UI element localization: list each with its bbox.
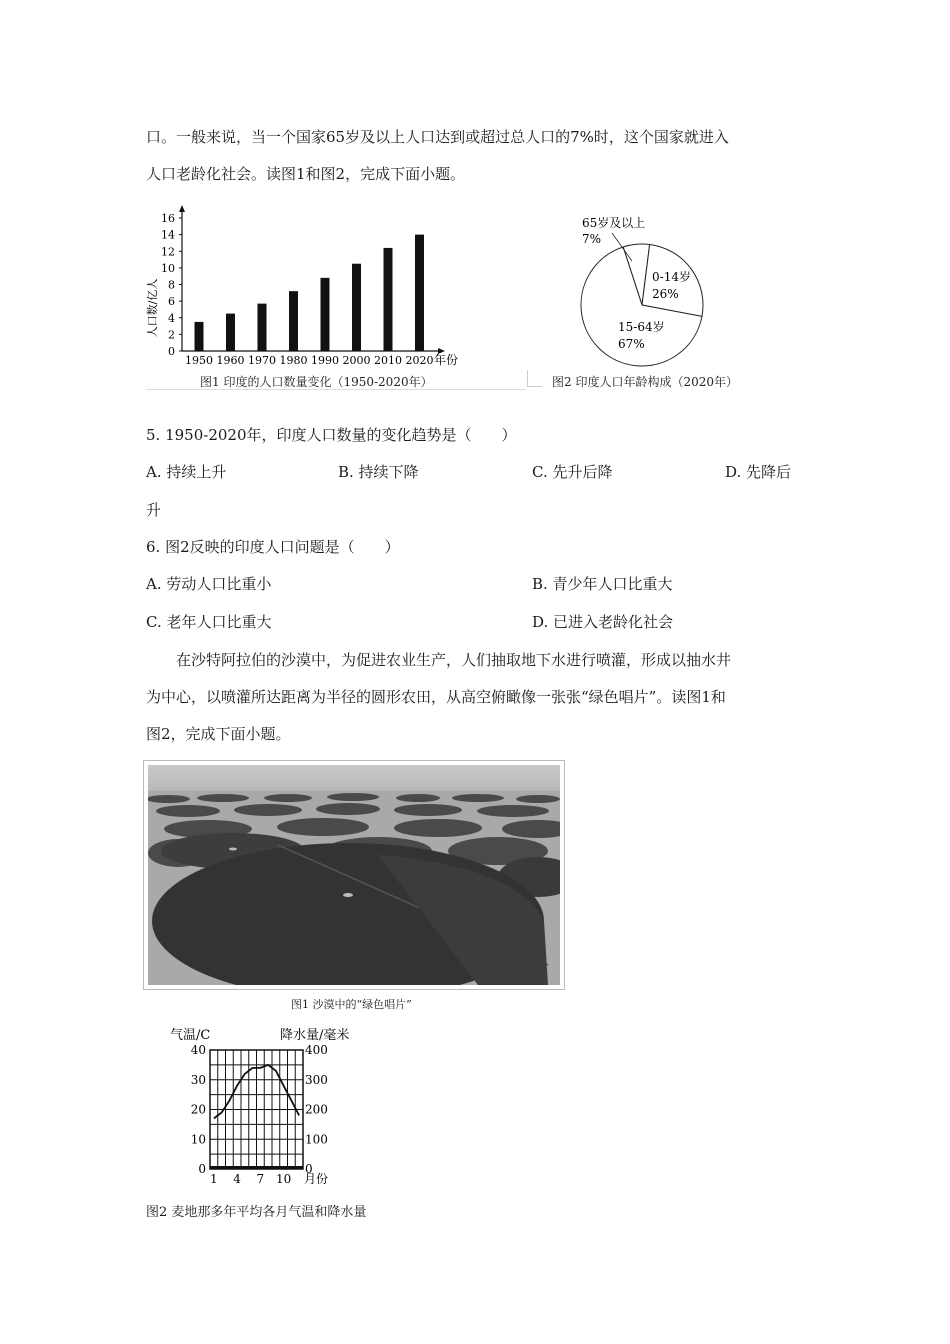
climate-right-axis-label: 降水量/毫米 xyxy=(280,1028,350,1043)
climate-left-tick: 30 xyxy=(190,1072,206,1087)
q5-stem: 5. 1950-2020年，印度人口数量的变化趋势是（ ） xyxy=(146,426,517,444)
q6-option-c[interactable]: C. 老年人口比重大 xyxy=(146,613,272,631)
bar-x-tick-label: 1970 xyxy=(248,354,276,367)
climate-right-tick: 0 xyxy=(305,1162,313,1176)
intro-line-1: 口。一般来说，当一个国家65岁及以上人口达到或超过总人口的7%时，这个国家就进入 xyxy=(146,128,729,146)
bar-chart-xlabel: 年份 xyxy=(434,353,459,367)
age-structure-pie-chart xyxy=(560,205,730,370)
desert-farm-photo-image xyxy=(148,765,560,985)
bar-x-tick-label: 1960 xyxy=(216,354,245,367)
precip-baseline xyxy=(210,1166,303,1169)
bar-y-tick-label: 10 xyxy=(161,261,175,275)
climate-right-tick: 100 xyxy=(305,1132,328,1147)
medina-climate-chart xyxy=(160,1024,380,1189)
intro-line-2: 人口老龄化社会。读图1和图2，完成下面小题。 xyxy=(146,165,466,183)
figure2-frame-corner xyxy=(527,370,542,387)
population-bar-chart xyxy=(140,196,460,396)
pie-label-65plus: 65岁及以上 xyxy=(582,216,646,230)
figure2-caption: 图2 印度人口年龄构成（2020年） xyxy=(552,375,738,389)
bar-y-tick-label: 8 xyxy=(168,278,175,292)
climate-caption: 图2 麦地那多年平均各月气温和降水量 xyxy=(146,1205,367,1220)
bar-x-tick-label: 2010 xyxy=(374,354,402,367)
climate-x-tick: 10 xyxy=(275,1172,292,1186)
climate-x-tick: 1 xyxy=(210,1172,218,1186)
figure1-rule xyxy=(146,389,526,390)
bar-y-tick-label: 16 xyxy=(161,212,175,225)
passage2-line-3: 图2，完成下面小题。 xyxy=(146,725,291,743)
q5-option-d[interactable]: D. 先降后 xyxy=(725,463,792,481)
bar-1980 xyxy=(289,291,298,351)
q5-option-c[interactable]: C. 先升后降 xyxy=(532,463,613,481)
bar-1990 xyxy=(321,278,330,351)
q6-option-b[interactable]: B. 青少年人口比重大 xyxy=(532,575,673,593)
bar-y-tick-label: 0 xyxy=(168,345,175,358)
bar-y-tick-label: 2 xyxy=(168,328,175,342)
desert-farm-photo xyxy=(143,760,565,990)
climate-x-tick: 4 xyxy=(233,1172,241,1186)
pie-value-0-14: 26% xyxy=(652,287,679,301)
bar-x-tick-label: 1990 xyxy=(311,354,339,367)
bar-x-tick-label: 1950 xyxy=(185,354,213,367)
pie-value-15-64: 67% xyxy=(618,337,645,351)
bar-2010 xyxy=(384,248,393,351)
passage2-line-2: 为中心，以喷灌所达距离为半径的圆形农田，从高空俯瞰像一张张“绿色唱片”。读图1和 xyxy=(146,688,726,706)
bar-1950 xyxy=(195,322,204,351)
bar-y-tick-label: 12 xyxy=(161,245,175,259)
bar-y-tick-label: 14 xyxy=(161,228,175,242)
q5-option-b[interactable]: B. 持续下降 xyxy=(338,463,419,481)
figure1-caption: 图1 印度的人口数量变化（1950-2020年） xyxy=(200,375,433,389)
climate-left-tick: 40 xyxy=(190,1043,206,1057)
bar-2000 xyxy=(352,264,361,351)
climate-left-tick: 20 xyxy=(190,1102,206,1117)
photo-caption: 图1 沙漠中的“绿色唱片” xyxy=(291,998,412,1011)
pie-value-65plus: 7% xyxy=(582,232,602,246)
bar-1970 xyxy=(258,304,267,351)
climate-left-axis-label: 气温/C xyxy=(170,1028,211,1043)
bar-y-tick-label: 6 xyxy=(168,295,175,309)
pie-label-0-14: 0-14岁 xyxy=(652,270,691,284)
bar-x-tick-label: 2020 xyxy=(405,354,434,367)
climate-right-tick: 300 xyxy=(305,1072,328,1087)
q6-option-d[interactable]: D. 已进入老龄化社会 xyxy=(532,613,674,631)
bar-x-tick-label: 1980 xyxy=(279,354,308,367)
passage2-line-1: 在沙特阿拉伯的沙漠中，为促进农业生产，人们抽取地下水进行喷灌，形成以抽水井 xyxy=(176,651,732,669)
q5-option-d-continued: 升 xyxy=(146,501,162,519)
climate-x-tick: 7 xyxy=(256,1172,265,1186)
climate-right-tick: 200 xyxy=(305,1102,328,1117)
bar-2020 xyxy=(415,235,424,351)
q6-stem: 6. 图2反映的印度人口问题是（ ） xyxy=(146,538,400,556)
bar-chart-ylabel: 人口数/亿人 xyxy=(146,278,159,338)
climate-right-tick: 400 xyxy=(305,1043,328,1057)
q6-option-a[interactable]: A. 劳动人口比重小 xyxy=(146,575,272,593)
bar-y-tick-label: 4 xyxy=(168,311,175,325)
bar-y-axis-arrow xyxy=(179,205,185,212)
pie-label-15-64: 15-64岁 xyxy=(618,320,665,334)
q5-option-a[interactable]: A. 持续上升 xyxy=(146,463,227,481)
bar-x-tick-label: 2000 xyxy=(342,354,371,367)
bar-1960 xyxy=(226,314,235,351)
climate-left-tick: 10 xyxy=(190,1132,206,1147)
climate-left-tick: 0 xyxy=(198,1162,206,1176)
climate-x-label: 月份 xyxy=(304,1172,329,1186)
